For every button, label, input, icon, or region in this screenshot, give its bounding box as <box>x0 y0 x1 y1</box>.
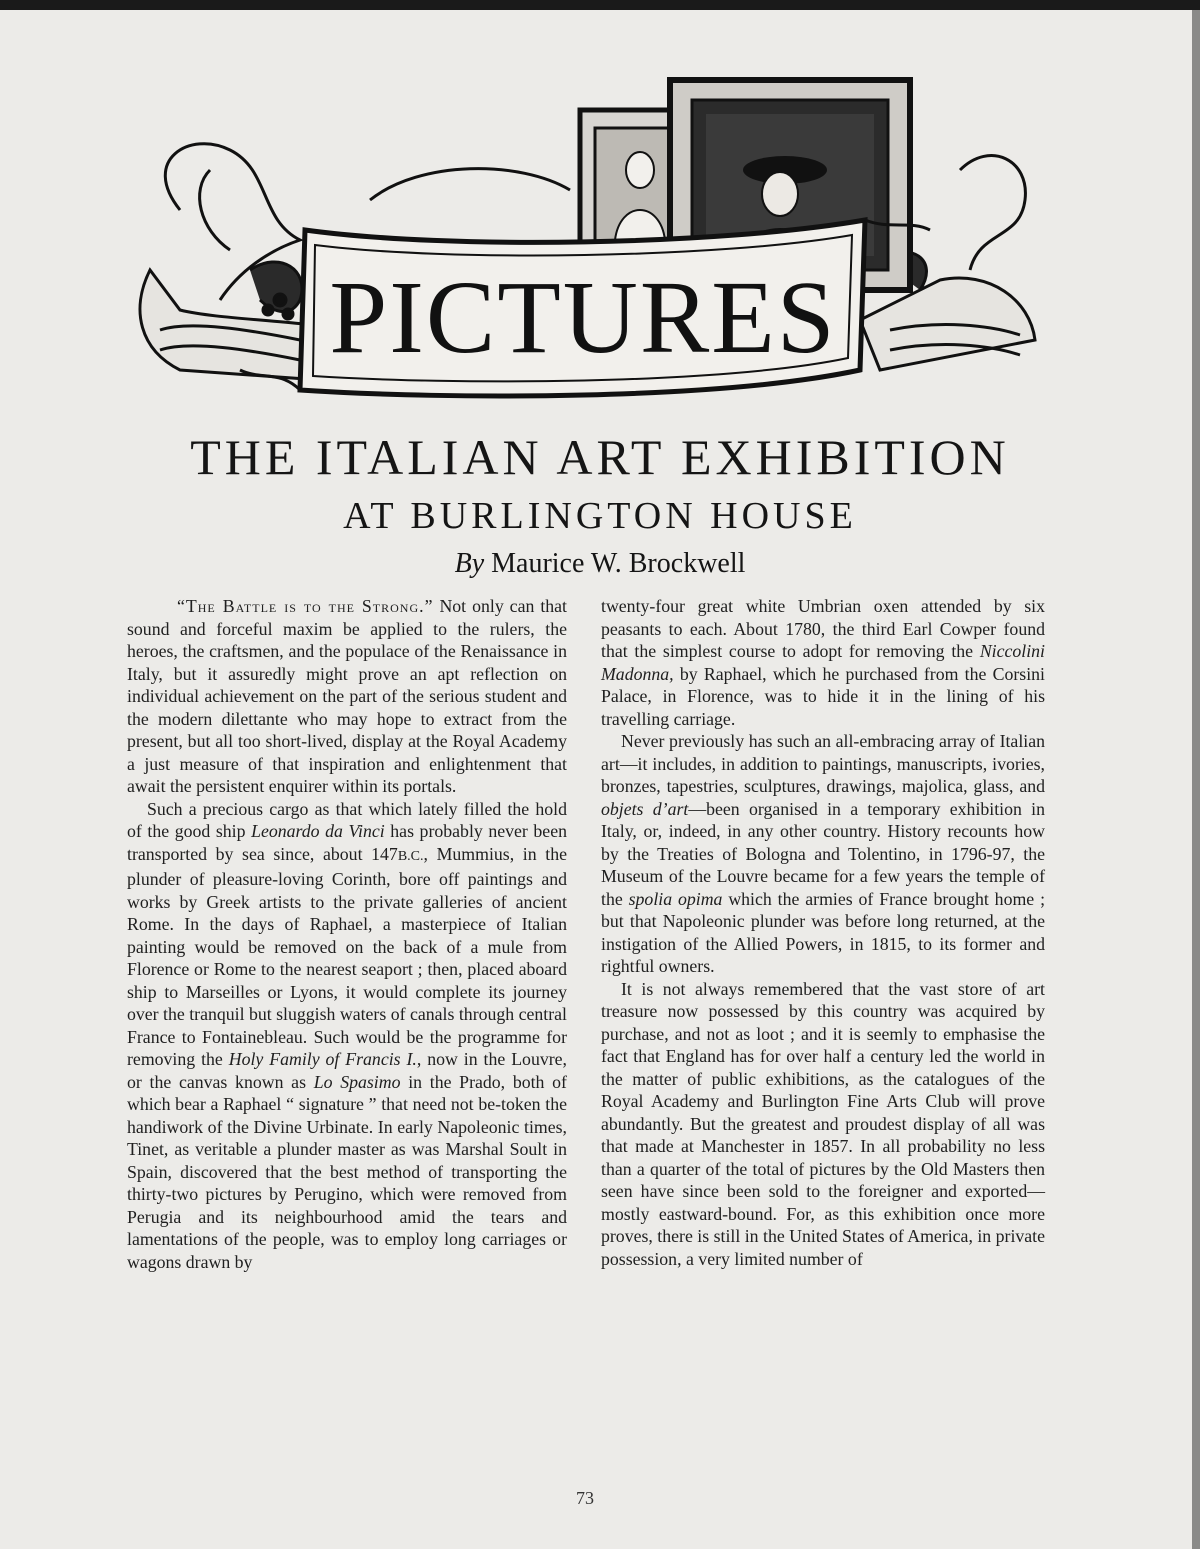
article-title-line1: THE ITALIAN ART EXHIBITION <box>190 429 1010 485</box>
cargo-text-b: has probably never been transported by sea since, about 147 <box>127 821 567 864</box>
pictures-headpiece-illustration <box>120 70 1050 410</box>
holy-family-title: Holy Family of Francis I. <box>228 1049 417 1069</box>
opening-quote: “The Battle is to the Strong.” <box>177 596 434 616</box>
cargo-text-c: , Mummius, in the plunder of pleasure-loving Corinth, bore off paintings and works by Greek artists to the private galleries of ancient Rome. In the days of Raphael, a masterpiece of Italian painting would be removed on the back of a mule from Florence or Rome to the nearest seaport ; then, placed aboard ship to Marseilles or Lyons, it would complete its journey over the tranquil but sluggish waters of canals through central France to Fontainebleau. Such would be the programme for removing the <box>127 843 567 1069</box>
byline-prefix: By <box>454 548 485 579</box>
oxen-text-b: by Raphael, which he purchased from the Corsini Palace, in Florence, was to hide it in the lining of his travelling carriage. <box>601 663 1045 729</box>
paragraph-cargo <box>127 798 567 1274</box>
pictures-banner <box>240 220 930 396</box>
opening-text: Not only can that sound and forceful maxim be applied to the rulers, the heroes, the craftsmen, and the populace of the Renaissance in Italy, but it assuredly might prove an apt reflection on individual achievement on the part of the serious student and the modern dilettante who may hope to extract from the present, but all too short-lived, display at the Royal Academy a just measure of that inspiration and enlightenment that await the persistent enquirer within its portals. <box>127 596 567 796</box>
left-column <box>127 595 567 1273</box>
pictures-banner-word: PICTURES <box>329 260 837 375</box>
lo-spasimo-title: Lo Spasimo <box>313 1071 401 1092</box>
paragraph-array <box>601 730 1045 978</box>
upper-ribbon-scroll <box>370 169 570 200</box>
cargo-text-d: , now in the Louvre, or the canvas known as <box>127 1049 567 1092</box>
page-number: 73 <box>576 1488 594 1508</box>
byline-author: Maurice W. Brockwell <box>491 548 746 579</box>
byline <box>100 548 1100 580</box>
article-title-line2: AT BURLINGTON HOUSE <box>343 495 857 537</box>
objets-dart-phrase: objets d’art <box>601 798 689 819</box>
paragraph-oxen <box>601 595 1045 730</box>
paragraph-treasure: It is not always remembered that the vast store of art treasure now possessed by this country was acquired by purchase, and not as loot ; and it is seemly to emphasise the fact that England has for over half a century led the world in the matter of public exhibitions, as the catalogues of the Royal Academy and Burlington Fine Arts Club will prove abundantly. But the greatest and proudest display of all was that made at Manchester in 1857. In all probability no less than a quarter of the total of pictures by the Old Masters then seen have since been sold to the foreigner and exported—mostly eastward-bound. For, as this exhibition once more proves, there is still in the United States of America, in private possession, a very limited number of <box>601 978 1045 1269</box>
cargo-text-a: Such a precious cargo as that which lately filled the hold of the good ship <box>127 798 567 841</box>
page-edge-shadow <box>1192 10 1200 1549</box>
magazine-page <box>0 10 1200 1549</box>
array-text-c: which the armies of France brought home ; but that Napoleonic plunder was before long returned, at the instigation of the Allied Powers, in 1815, to its former and rightful owners. <box>601 888 1046 976</box>
ship-name: Leonardo da Vinci <box>251 821 385 841</box>
bc-abbrev: B.C. <box>397 848 424 864</box>
array-text-a: Never previously has such an all-embracing array of Italian art—it includes, in addition to paintings, manuscripts, ivories, bronzes, tapestries, sculptures, drawings, majolica, glass, and <box>601 731 1045 796</box>
cargo-text-e: in the Prado, both of which bear a Raphael “ signature ” that need not be-token the handiwork of the Divine Urbinate. In early Napoleonic times, Tinet, as veritable a plunder master as was Marshal Soult in Spain, discovered that the best method of transporting the thirty-two pictures by Perugino, which were removed from Perugia and its neighbourhood amid the tears and lamentations of the people, was to employ long carriages or wagons drawn by <box>127 1071 567 1272</box>
paragraph-opening <box>127 595 567 798</box>
spolia-opima-phrase: spolia opima <box>628 888 723 909</box>
oxen-text-a: twenty-four great white Umbrian oxen attended by six peasants to each. About 1780, the third Earl Cowper found that the simplest course to adopt for removing the <box>601 596 1045 661</box>
niccolini-madonna-title: Niccolini Madonna, <box>601 641 1045 684</box>
array-text-b: —been organised in a temporary exhibition in Italy, or, indeed, in any other country. History recounts how by the Treaties of Bologna and Tolentino, in 1796-97, the Museum of the Louvre became for a few years the temple of the <box>601 798 1046 909</box>
right-column <box>601 595 1045 1270</box>
